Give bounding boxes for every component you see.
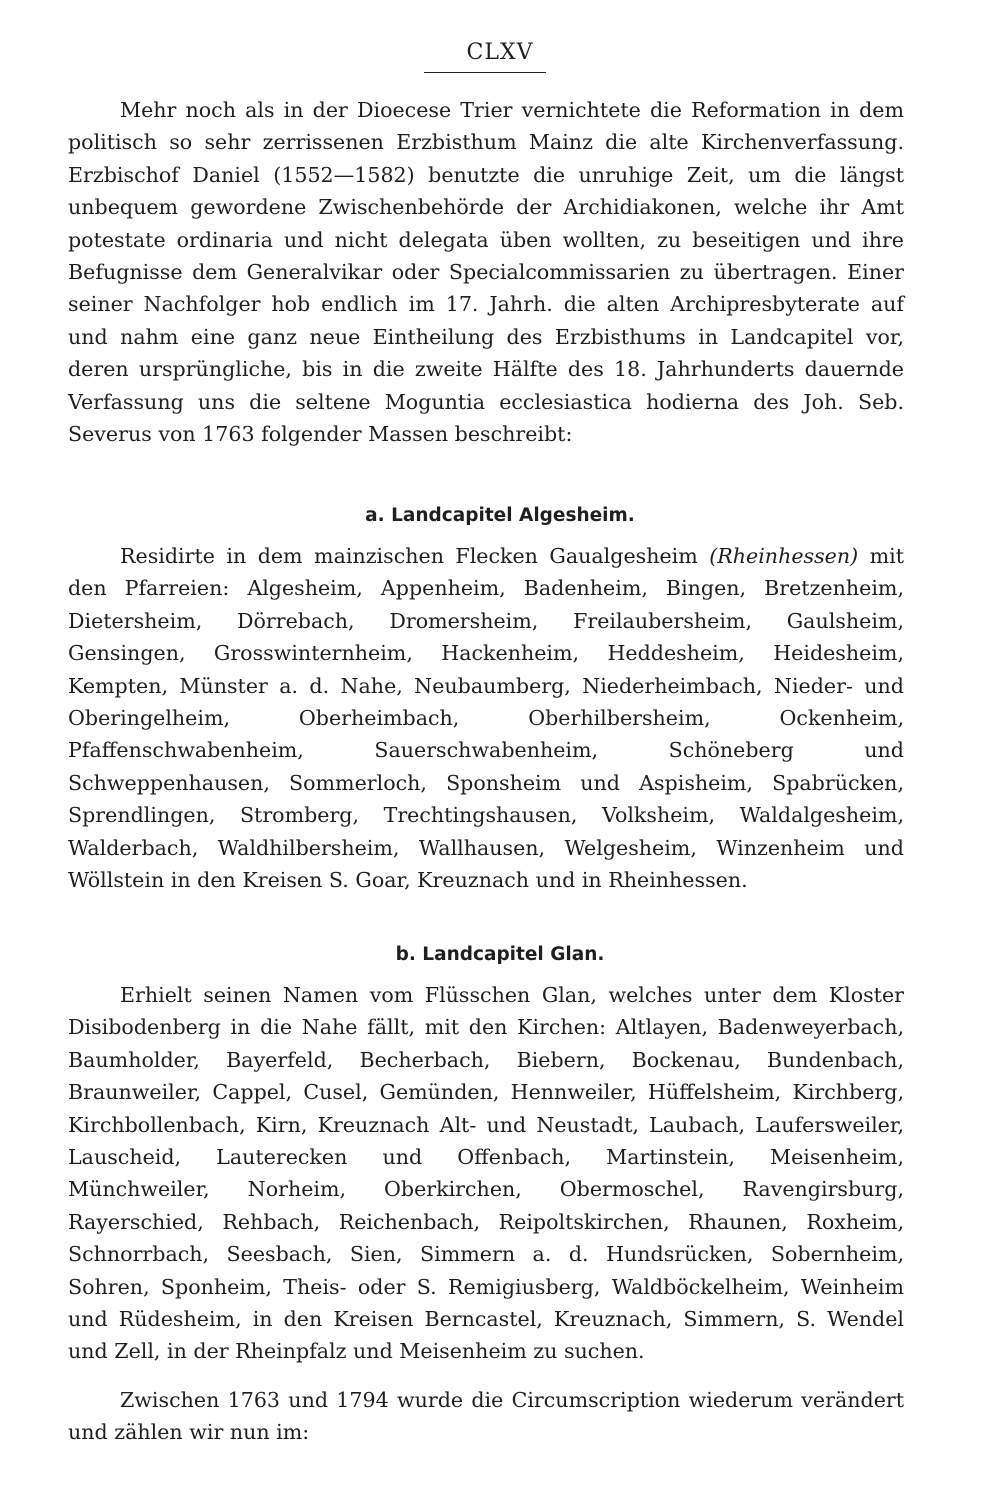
section-a-region: (Rheinhessen)	[709, 544, 859, 568]
page-number-rule	[424, 72, 546, 73]
page-number: CLXV	[466, 40, 534, 65]
closing-paragraph: Zwischen 1763 und 1794 wurde die Circumscription wiederum verändert und zählen wir nun im:	[68, 1388, 904, 1445]
section-a-paragraph	[68, 540, 904, 896]
section-a-text-after: mit den Pfarreien: Algesheim, Appenheim, Badenheim, Bingen, Bretzenheim, Dietersheim, Dörrebach, Dromersheim, Freilaubersheim, Gaulsheim, Gensingen, Grosswinternheim, Hackenheim, Heddesheim, Heidesheim, Kempten, Münster a. d. Nahe, Neubaumberg, Niederheimbach, Nieder- und Oberingelheim, Oberheimbach, Oberhilbersheim, Ockenheim, Pfaffenschwabenheim, Sauerschwabenheim, Schöneberg und Schweppenhausen, Sommerloch, Sponsheim und Aspisheim, Spabrücken, Sprendlingen, Stromberg, Trechtingshausen, Volksheim, Waldalgesheim, Walderbach, Waldhilbersheim, Wallhausen, Welgesheim, Winzenheim und Wöllstein in den Kreisen S. Goar, Kreuznach und in Rheinhessen.	[68, 544, 905, 893]
section-a-text-before: Residirte in dem mainzischen Flecken Gaualgesheim	[120, 544, 710, 568]
intro-paragraph: Mehr noch als in der Dioecese Trier vernichtete die Reformation in dem politisch so sehr zerrissenen Erzbisthum Mainz die alte Kirchenverfassung. Erzbischof Daniel (1552—1582) benutzte die unruhige Zeit, um die längst unbequem gewordene Zwischenbehörde der Archidiakonen, welche ihr Amt potestate ordinaria und nicht delegata üben wollten, zu beseitigen und ihre Befugnisse dem Generalvikar oder Specialcommissarien zu übertragen. Einer seiner Nachfolger hob endlich im 17. Jahrh. die alten Archipresbyterate auf und nahm eine ganz neue Eintheilung des Erzbisthums in Landcapitel vor, deren ursprüngliche, bis in die zweite Hälfte des 18. Jahrhunderts dauernde Verfassung uns die seltene Moguntia ecclesiastica hodierna des Joh. Seb. Severus von 1763 folgender Massen beschreibt:	[68, 98, 904, 447]
section-b-paragraph: Erhielt seinen Namen vom Flüsschen Glan, welches unter dem Kloster Disibodenberg in die Nahe fällt, mit den Kirchen: Altlayen, Badenweyerbach, Baumholder, Bayerfeld, Becherbach, Biebern, Bockenau, Bundenbach, Braunweiler, Cappel, Cusel, Gemünden, Hennweiler, Hüffelsheim, Kirchberg, Kirchbollenbach, Kirn, Kreuznach Alt- und Neustadt, Laubach, Laufersweiler, Lauscheid, Lauterecken und Offenbach, Martinstein, Meisenheim, Münchweiler, Norheim, Oberkirchen, Obermoschel, Ravengirsburg, Rayerschied, Rehbach, Reichenbach, Reipoltskirchen, Rhaunen, Roxheim, Schnorrbach, Seesbach, Sien, Simmern a. d. Hundsrücken, Sobernheim, Sohren, Sponheim, Theis- oder S. Remigiusberg, Waldböckelheim, Weinheim und Rüdesheim, in den Kreisen Berncastel, Kreuznach, Simmern, S. Wendel und Zell, in der Rheinpfalz und Meisenheim zu suchen.	[68, 983, 904, 1364]
section-b-heading: b. Landcapitel Glan.	[395, 944, 605, 965]
section-a-heading: a. Landcapitel Algesheim.	[365, 505, 635, 526]
